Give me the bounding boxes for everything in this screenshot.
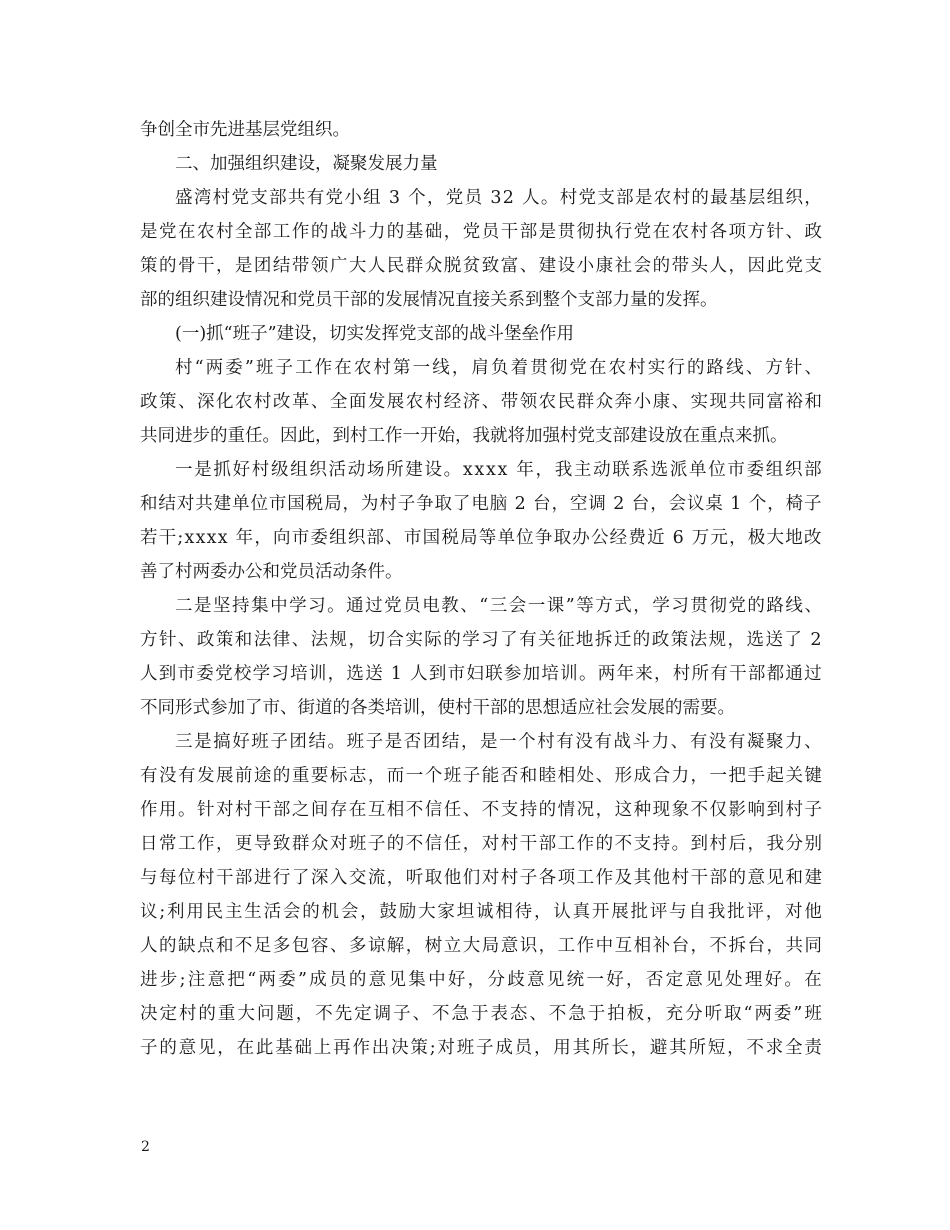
text-line-justified: 和 结 对 共 建 单 位 市 国 税 局 ， 为 村 子 争 取 了 电 脑 2 台 ， 空 调 2 台 ， 会 议 桌 1 个 ， 椅 子 [140,494,822,514]
text-line: 部的组织建设情况和党员干部的发展情况直接关系到整个支部力量的发挥。 [140,290,718,310]
text-line-justified: 议 ; 利 用 民 主 生 活 会 的 机 会 ， 鼓 励 大 家 坦 诚 相 待 ， 认 真 开 展 批 评 与 自 我 批 评 ， 对 他 [140,902,822,922]
document-body [140,113,822,1065]
text-line-justified: 一 是 抓 好 村 级 组 织 活 动 场 所 建 设 。 x x x x 年 ， 我 主 动 联 系 选 派 单 位 市 委 组 织 部 [175,460,822,480]
text-line-justified: 与 每 位 村 干 部 进 行 了 深 入 交 流 ， 听 取 他 们 对 村 子 各 项 工 作 及 其 他 村 干 部 的 意 见 和 建 [140,868,822,888]
text-line-justified: 有 没 有 发 展 前 途 的 重 要 标 志 ， 而 一 个 班 子 能 否 和 睦 相 处 、 形 成 合 力 ， 一 把 手 起 关 键 [140,766,822,786]
text-line-justified: 盛 湾 村 党 支 部 共 有 党 小 组 3 个 ， 党 员 3 2 人 。 村 党 支 部 是 农 村 的 最 基 层 组 织 ， [175,188,822,208]
text-line-justified: 若 干 ; x x x x 年 ， 向 市 委 组 织 部 、 市 国 税 局 等 单 位 争 取 办 公 经 费 近 6 万 元 ， 极 大 地 改 [140,528,822,548]
text-line: 争创全市先进基层党组织。 [140,120,350,140]
text-line-justified: 策 的 骨 干 ， 是 团 结 带 领 广 大 人 民 群 众 脱 贫 致 富 、 建 设 小 康 社 会 的 带 头 人 ， 因 此 党 支 [140,256,822,276]
text-line-justified: 决 定 村 的 重 大 问 题 ， 不 先 定 调 子 、 不 急 于 表 态 、 不 急 于 拍 板 ， 充 分 听 取 “ 两 委 ” 班 [140,1004,822,1024]
text-line-justified: 二 是 坚 持 集 中 学 习 。 通 过 党 员 电 教 、 “ 三 会 一 课 ” 等 方 式 ， 学 习 贯 彻 党 的 路 线 、 [175,596,822,616]
text-line: 善了村两委办公和党员活动条件。 [140,562,403,582]
text-line-justified: 政 策 、 深 化 农 村 改 革 、 全 面 发 展 农 村 经 济 、 带 领 农 民 群 众 奔 小 康 、 实 现 共 同 富 裕 和 [140,392,822,412]
text-line-justified: 方 针 、 政 策 和 法 律 、 法 规 ， 切 合 实 际 的 学 习 了 有 关 征 地 拆 迁 的 政 策 法 规 ， 选 送 了 2 [140,630,822,650]
text-line: 共同进步的重任。因此，到村工作一开始，我就将加强村党支部建设放在重点来抓。 [140,426,788,446]
text-line-justified: 人 的 缺 点 和 不 足 多 包 容 、 多 谅 解 ， 树 立 大 局 意 识 ， 工 作 中 互 相 补 台 ， 不 拆 台 ， 共 同 [140,936,822,956]
text-line-justified: 是 党 在 农 村 全 部 工 作 的 战 斗 力 的 基 础 ， 党 员 干 部 是 贯 彻 执 行 党 在 农 村 各 项 方 针 、 政 [140,222,822,242]
text-line-justified: 人 到 市 委 党 校 学 习 培 训 ， 选 送 1 人 到 市 妇 联 参 加 培 训 。 两 年 来 ， 村 所 有 干 部 都 通 过 [140,664,822,684]
text-line-justified: 子 的 意 见 ， 在 此 基 础 上 再 作 出 决 策 ; 对 班 子 成 员 ， 用 其 所 长 ， 避 其 所 短 ， 不 求 全 责 [140,1038,822,1058]
text-line-justified: 三 是 搞 好 班 子 团 结 。 班 子 是 否 团 结 ， 是 一 个 村 有 没 有 战 斗 力 、 有 没 有 凝 聚 力 、 [175,732,822,752]
text-line-justified: 村 “ 两 委 ” 班 子 工 作 在 农 村 第 一 线 ， 肩 负 着 贯 彻 党 在 农 村 实 行 的 路 线 、 方 针 、 [175,358,822,378]
text-line: 二、加强组织建设，凝聚发展力量 [175,154,438,174]
page-number: 2 [141,1139,150,1155]
text-line: (一)抓“班子”建设，切实发挥党支部的战斗堡垒作用 [175,324,575,344]
text-line-justified: 作 用 。 针 对 村 干 部 之 间 存 在 互 相 不 信 任 、 不 支 持 的 情 况 ， 这 种 现 象 不 仅 影 响 到 村 子 [140,800,822,820]
text-line: 不同形式参加了市、街道的各类培训，使村干部的思想适应社会发展的需要。 [140,698,735,718]
text-line-justified: 日 常 工 作 ， 更 导 致 群 众 对 班 子 的 不 信 任 ， 对 村 干 部 工 作 的 不 支 持 。 到 村 后 ， 我 分 别 [140,834,822,854]
text-line-justified: 进 步 ; 注 意 把 “ 两 委 ” 成 员 的 意 见 集 中 好 ， 分 歧 意 见 统 一 好 ， 否 定 意 见 处 理 好 。 在 [140,970,822,990]
